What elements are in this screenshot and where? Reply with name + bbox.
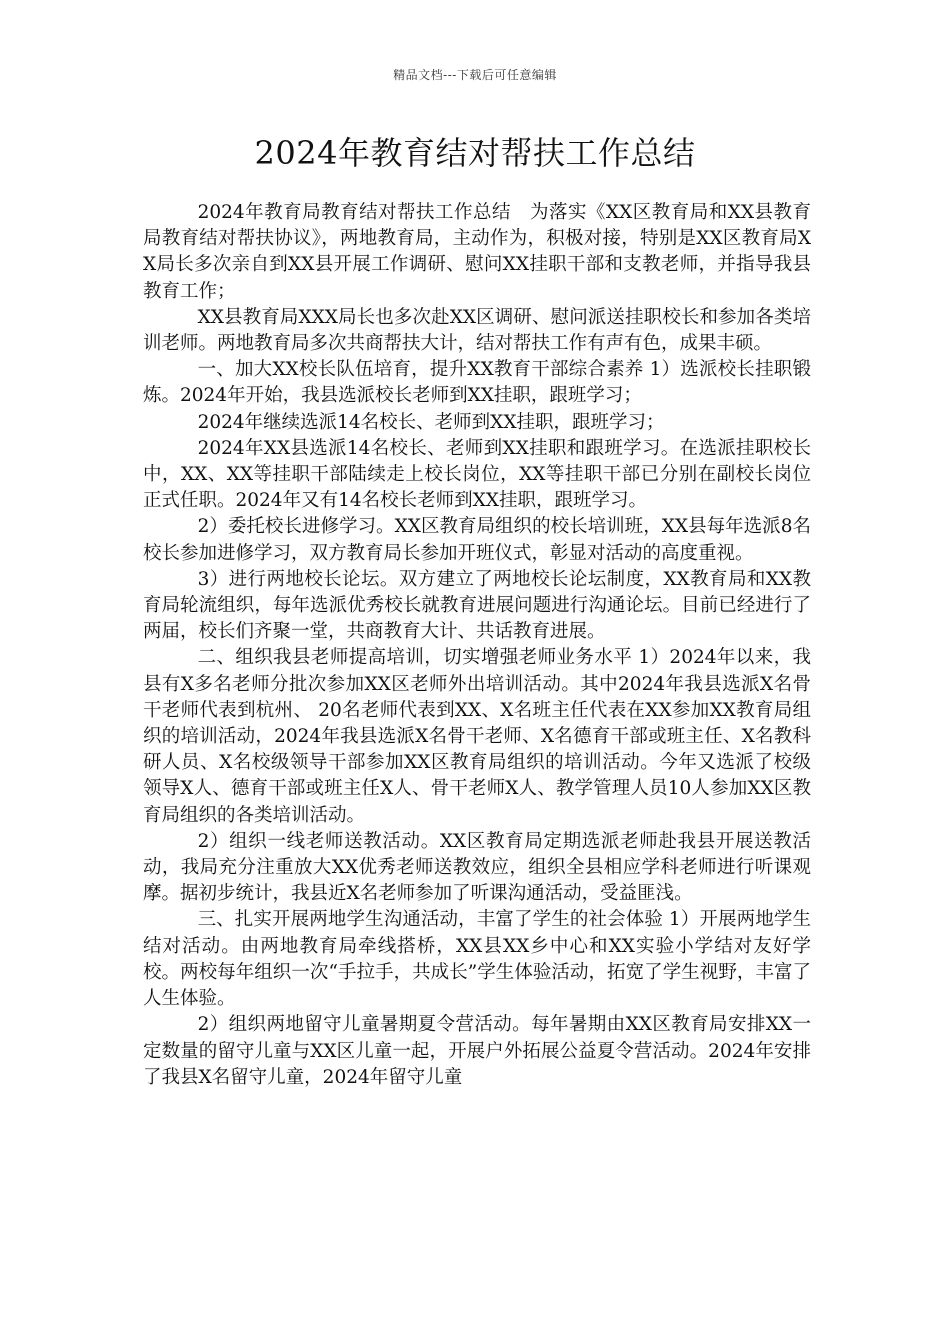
paragraph: XX县教育局XXX局长也多次赴XX区调研、慰问派送挂职校长和参加各类培训老师。两地教育局多次共商帮扶大计，结对帮扶工作有声有色，成果丰硕。 (143, 306, 811, 355)
paragraph: 2）组织两地留守儿童暑期夏令营活动。每年暑期由XX区教育局安排XX一定数量的留守儿童与XX区儿童一起，开展户外拓展公益夏令营活动。2024年安排了我县X名留守儿童，2024年留守儿童 (143, 1014, 811, 1088)
paragraph: 2024年继续选派14名校长、老师到XX挂职，跟班学习； (197, 411, 665, 433)
document-body (143, 200, 811, 1091)
document-title: 2024年教育结对帮扶工作总结 (254, 134, 696, 172)
paragraph: 二、组织我县老师提高培训，切实增强老师业务水平 1）2024年以来，我县有X多名老师分批次参加XX区老师外出培训活动。其中2024年我县选派X名骨干老师代表到杭州、 20名老师代表到XX、X名班主任代表在XX参加XX教育局组织的培训活动，2024年我县选派X名骨干老师、X名德育干部或班主任、X名教科研人员、X名校级领导干部参加XX区教育局组织的培训活动。今年又选派了校级领导X人、德育干部或班主任X人、骨干老师X人、教学管理人员10人参加XX区教育局组织的各类培训活动。 (143, 647, 811, 826)
paragraph: 2024年XX县选派14名校长、老师到XX挂职和跟班学习。在选派挂职校长中，XX、XX等挂职干部陆续走上校长岗位，XX等挂职干部已分别在副校长岗位正式任职。2024年又有14名校长老师到XX挂职，跟班学习。 (143, 437, 811, 512)
paragraph: 2）组织一线老师送教活动。XX区教育局定期选派老师赴我县开展送教活动，我局充分注重放大XX优秀老师送教效应，组织全县相应学科老师进行听课观摩。据初步统计，我县近X名老师参加了听课沟通活动，受益匪浅。 (143, 830, 811, 905)
paragraph: 2）委托校长进修学习。XX区教育局组织的校长培训班，XX县每年选派8名校长参加进修学习，双方教育局长参加开班仪式，彰显对活动的高度重视。 (143, 516, 811, 564)
paragraph: 三、扎实开展两地学生沟通活动，丰富了学生的社会体验 1）开展两地学生结对活动。由两地教育局牵线搭桥，XX县XX乡中心和XX实验小学结对友好学校。两校每年组织一次“手拉手，共成长”学生体验活动，拓宽了学生视野，丰富了人生体验。 (143, 909, 811, 1010)
page-header-watermark: 精品文档---下载后可任意编辑 (393, 68, 557, 82)
paragraph: 一、加大XX校长队伍培育，提升XX教育干部综合素养 1）选派校长挂职锻炼。2024年开始，我县选派校长老师到XX挂职，跟班学习； (143, 359, 811, 407)
paragraph: 2024年教育局教育结对帮扶工作总结 为落实《XX区教育局和XX县教育局教育结对帮扶协议》，两地教育局，主动作为，积极对接，特别是XX区教育局XX局长多次亲自到XX县开展工作调研、慰问XX挂职干部和支教老师，并指导我县教育工作； (143, 202, 811, 302)
paragraph: 3）进行两地校长论坛。双方建立了两地校长论坛制度，XX教育局和XX教育局轮流组织，每年选派优秀校长就教育进展问题进行沟通论坛。目前已经进行了两届，校长们齐聚一堂，共商教育大计、共话教育进展。 (143, 568, 811, 643)
